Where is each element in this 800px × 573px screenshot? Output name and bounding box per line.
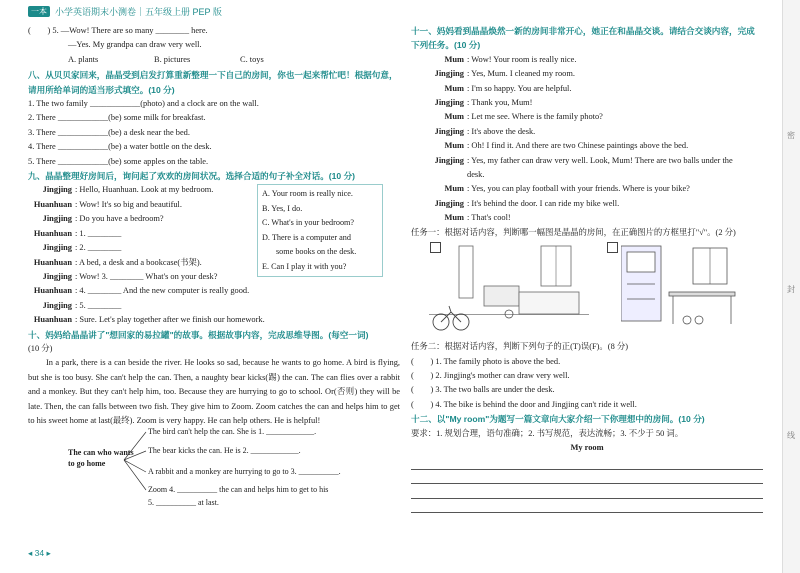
speaker: Jingjing [42, 271, 72, 281]
s8-item: 3. There ____________(be) a desk near the bed. [28, 127, 190, 137]
tf-item: ( ) 1. The family photo is above the bed. [411, 356, 561, 366]
speaker: Huanhuan [33, 257, 72, 267]
right-column [411, 24, 763, 513]
binding-char: 密 [787, 131, 795, 140]
line: : Wow! It's so big and beautiful. [75, 199, 182, 209]
page-number: 34 [34, 548, 45, 558]
line: : Do you have a bedroom? [75, 214, 164, 224]
writing-line[interactable] [411, 499, 763, 514]
s8-item: 1. The two family ____________(photo) and a clock are on the wall. [28, 99, 259, 109]
choice: C. What's in your bedroom? [262, 218, 355, 228]
essay-heading: My room [570, 442, 604, 452]
speaker: Jingjing [434, 98, 464, 108]
line: : Wow! Your room is really nice. [467, 54, 577, 64]
s11-dialog [411, 53, 763, 226]
line: : It's behind the door. I can ride my bike well. [467, 198, 620, 208]
line: : Yes, my father can draw very well. Look, Mum! There are two balls under the [467, 155, 733, 165]
speaker: Mum [444, 112, 464, 122]
section-11-title: 十一、妈妈看到晶晶焕然一新的房间非常开心，她正在和晶晶交谈。请结合交谈内容，完成下列任务。(10 分) [411, 26, 755, 51]
mind-center [68, 447, 134, 469]
speaker: Mum [444, 83, 464, 93]
mind-item: 5. __________ at last. [148, 498, 219, 508]
page-footer: ◂ 34 ▸ [28, 548, 51, 558]
option: B. pictures [154, 54, 191, 64]
writing-line[interactable] [411, 484, 763, 499]
tf-item: ( ) 3. The two balls are under the desk. [411, 385, 555, 395]
line: : Yes, Mum. I cleaned my room. [467, 69, 575, 79]
speaker: Huanhuan [33, 286, 72, 296]
mind-center-line: The can who wants [68, 448, 134, 458]
line: : 4. ________ And the new computer is really good. [75, 286, 250, 296]
option: C. toys [240, 54, 264, 64]
line: : Oh! I find it. And there are two Chinese paintings above the bed. [467, 141, 689, 151]
speaker: Jingjing [42, 243, 72, 253]
line: : Let me see. Where is the family photo? [467, 112, 603, 122]
writing-line[interactable] [411, 470, 763, 485]
line: : A bed, a desk and a bookcase(书架). [75, 257, 202, 267]
mind-item: The bird can't help the can. She is 1. ____________. [148, 427, 317, 437]
mind-center-line: to go home [68, 459, 106, 469]
room-a-illustration [429, 244, 589, 338]
mind-item: Zoom 4. __________ the can and helps him to get to his [148, 485, 329, 495]
choices-box [257, 184, 383, 276]
line: : Thank you, Mum! [467, 98, 533, 108]
line: : 5. ________ [75, 300, 122, 310]
q-options [28, 53, 400, 67]
line: : I'm so happy. You are helpful. [467, 83, 572, 93]
speaker: Jingjing [42, 185, 72, 195]
speaker: Jingjing [434, 126, 464, 136]
binding-char: 封 [787, 285, 795, 294]
page-header [28, 3, 222, 19]
q-reply: —Yes. My grandpa can draw very well. [68, 40, 202, 50]
section-8-title: 八、从贝贝家回来，晶晶受到启发打算重新整理一下自己的房间，你也一起来帮忙吧！根据句意，请用所给单词的适当形式填空。(10 分) [28, 70, 398, 95]
speaker: Mum [444, 54, 464, 64]
option: A. plants [68, 54, 99, 64]
line: : 1. ________ [75, 228, 122, 238]
s8-item: 4. There ____________(be) a water bottle on the desk. [28, 142, 212, 152]
choice: A. Your room is really nice. [262, 189, 353, 199]
header-badge: 一本 [28, 6, 50, 17]
choice: B. Yes, I do. [262, 203, 303, 213]
speaker: Huanhuan [33, 228, 72, 238]
tf-item: ( ) 4. The bike is behind the door and Jingjing can't ride it well. [411, 399, 637, 409]
choice: E. Can I play it with you? [262, 261, 347, 271]
line: : Sure. Let's play together after we finish our homework. [75, 315, 265, 325]
speaker: Jingjing [434, 69, 464, 79]
binding-char: 线 [787, 431, 795, 440]
choice: D. There is a computer and [262, 232, 351, 242]
line: : Hello, Huanhuan. Look at my bedroom. [75, 185, 214, 195]
mind-map [28, 428, 400, 510]
line: : Yes, you can play football with your friends. Where is your bike? [467, 184, 690, 194]
speaker: Mum [444, 184, 464, 194]
speaker: Jingjing [434, 155, 464, 165]
s9-dialog [28, 183, 400, 327]
line: : 2. ________ [75, 243, 122, 253]
task2: 任务二：根据对话内容，判断下列句子的正(T)误(F)。(8 分) [411, 342, 629, 352]
s10-score: (10 分) [28, 343, 53, 353]
q-item: ( ) 5. —Wow! There are so many ________ here. [28, 26, 208, 35]
line: : That's cool! [467, 213, 511, 223]
writing-line[interactable] [411, 455, 763, 470]
task1: 任务一：根据对话内容，判断哪一幅图是晶晶的房间，在正确图片的方框里打"√"。(2 分) [411, 227, 736, 237]
line: : Wow! 3. ________ What's on your desk? [75, 271, 218, 281]
room-pictures [411, 240, 763, 340]
line: desk. [467, 170, 485, 180]
writing-lines[interactable] [411, 455, 763, 513]
s8-item: 5. There ____________(be) some apples on the table. [28, 156, 209, 166]
speaker: Jingjing [434, 198, 464, 208]
s8-item: 2. There ____________(be) some milk for breakfast. [28, 113, 206, 123]
speaker: Huanhuan [33, 199, 72, 209]
speaker: Jingjing [42, 300, 72, 310]
room-b-illustration [621, 244, 741, 338]
section-10-title: 十、妈妈给晶晶讲了"想回家的易拉罐"的故事。根据故事内容，完成思维导图。(每空一词) [28, 329, 369, 340]
s10-story: In a park, there is a can beside the river. He looks so sad, because he wants to go home. A bird is flying, but she is too busy. She can't help the can. Then, a naughty bear kicks(踢) the can. The can flies over a rabbit and a monkey. But they can't help him, too. Because they are hurrying to go to school. Or(否则) they will be late. Then, the can falls between two fish. They give him to Zoom. Zoom catches the can and helps him to get to his sweet home at last(最终). Zoom is very happy. He can help others. He is helpful! [28, 358, 400, 425]
section-12-title: 十二、以"My room"为题写一篇文章向大家介绍一下你理想中的房间。(10 分) [411, 414, 705, 425]
speaker: Huanhuan [33, 315, 72, 325]
section-9-title: 九、晶晶整理好房间后，询问起了欢欢的房间状况。选择合适的句子补全对话。(10 分) [28, 171, 356, 182]
line: : It's above the desk. [467, 126, 536, 136]
header-title: 小学英语期末小测卷｜五年级上册 PEP 版 [55, 6, 222, 17]
speaker: Mum [444, 213, 464, 223]
checkbox-room-b[interactable] [607, 242, 618, 253]
s12-requirement: 要求：1. 规划合理，语句准确；2. 书写规范，表达流畅；3. 不少于 50 词。 [411, 428, 684, 438]
choice: some books on the desk. [276, 247, 357, 257]
mind-item: The bear kicks the can. He is 2. ____________. [148, 446, 301, 456]
binding-strip [782, 0, 800, 573]
mind-item: A rabbit and a monkey are hurrying to go to 3. __________. [148, 467, 341, 477]
speaker: Jingjing [42, 214, 72, 224]
speaker: Mum [444, 141, 464, 151]
tf-item: ( ) 2. Jingjing's mother can draw very well. [411, 370, 570, 380]
left-column [28, 24, 400, 510]
